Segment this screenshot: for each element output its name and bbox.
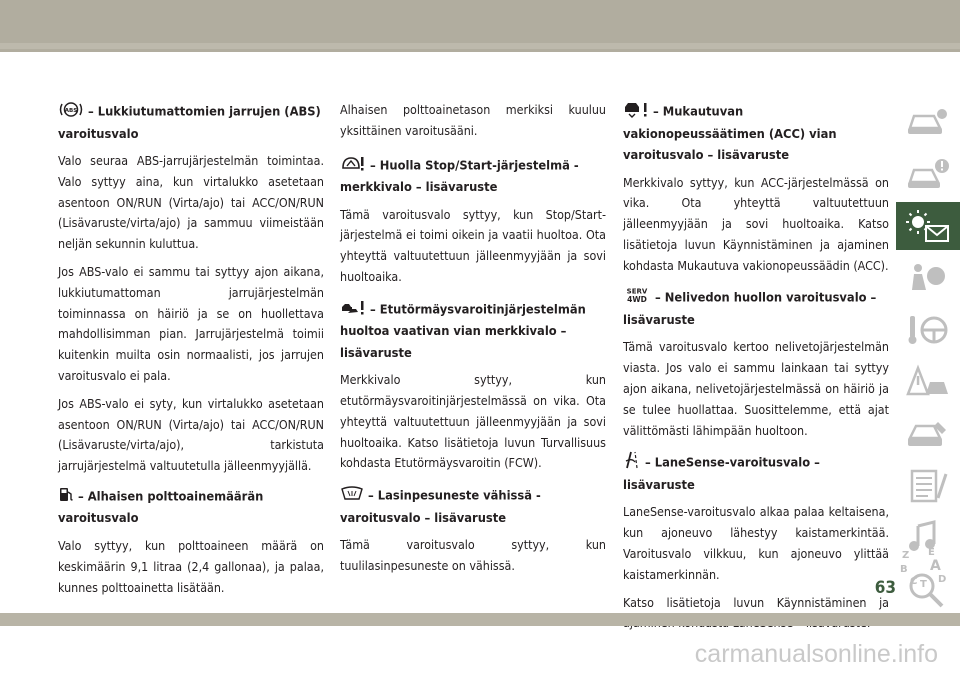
fuel-para-continued: Alhaisen polttoainetason merkiksi kuuluu yksittäinen varoitusääni. bbox=[340, 102, 606, 138]
tab-service-maintenance[interactable] bbox=[892, 408, 960, 460]
stop-start-warning-icon bbox=[340, 154, 366, 176]
alpha-letter-c: C bbox=[910, 576, 918, 587]
tab-emergency[interactable] bbox=[892, 356, 960, 408]
abs-heading bbox=[58, 100, 324, 145]
fuel-title: – Alhaisen polttoainemäärän varoitusvalo bbox=[58, 489, 264, 527]
acc-fault-icon bbox=[623, 100, 649, 122]
specifications-icon bbox=[904, 468, 952, 504]
lanesense-heading bbox=[623, 451, 889, 496]
car-info-icon bbox=[904, 156, 952, 192]
fcw-heading bbox=[340, 298, 606, 365]
tab-car-interior[interactable] bbox=[892, 96, 960, 148]
stopstart-heading bbox=[340, 154, 606, 199]
abs-para-1: Valo seuraa ABS-jarrujärjestelmän toimintaa. Valo syttyy aina, kun virtalukko asetetaan asentoon ON/RUN (Virta/ajo) tai ACC/ON/RUN (Lisävaruste/virta/ajo) ja sammuu viimeistään neljän sekunnin kuluttua. bbox=[58, 153, 324, 252]
alpha-letter-d: D bbox=[938, 574, 947, 585]
top-header-bar bbox=[0, 0, 960, 52]
washer-fluid-icon bbox=[340, 484, 364, 506]
steering-key-icon bbox=[904, 312, 952, 348]
language-alphabet-icon[interactable] bbox=[898, 546, 950, 588]
serv4wd-para-1: Tämä varoitusvalo kertoo nelivetojärjestelmän viasta. Jos valo ei sammu lainkaan tai syttyy ajon aikana, nelivetojärjestelmässä on häiriö ja se tulee huollattaa. Suosittelemme, että ajat välittömästi lähimpään huoltoon. bbox=[623, 339, 889, 438]
watermark: carmanualsonline.info bbox=[694, 640, 938, 668]
fcw-para-1: Merkkivalo syttyy, kun etutörmäysvaroitinjärjestelmässä on vika. Ota yhteyttä valtuutettuun jälleenmyyjään ja sovi huoltoaika. Katso lisätietoja luvun Turvallisuus kohdasta Etutörmäysvaroitin (FCW). bbox=[340, 372, 606, 471]
serv-4wd-icon bbox=[623, 286, 651, 308]
abs-title: – Lukkiutumattomien jarrujen (ABS) varoitusvalo bbox=[58, 104, 321, 142]
acc-para-1: Merkkivalo syttyy, kun ACC-järjestelmässä on vika. Ota yhteyttä valtuutettuun jälleenmyyjään ja sovi huoltoaika. Katso lisätietoja luvun Käynnistäminen ja ajaminen kohdasta Mukautuva vakionopeussäädin (ACC). bbox=[623, 174, 889, 273]
roadside-emergency-icon bbox=[904, 364, 952, 400]
stopstart-para-1: Tämä varoitusvalo syttyy, kun Stop/Start-järjestelmä ei toimi oikein ja vaatii huoltoa. Ota yhteyttä valtuutettuun jälleenmyyjään ja sovi huoltoaika. bbox=[340, 206, 606, 284]
tab-car-info[interactable] bbox=[892, 148, 960, 200]
serv4wd-heading bbox=[623, 286, 889, 331]
washer-title: – Lasinpesuneste vähissä -varoitusvalo – lisävaruste bbox=[340, 488, 541, 526]
serv-icon-line1: SERV bbox=[626, 287, 648, 296]
lanesense-icon bbox=[623, 451, 641, 473]
lanesense-para-1: LaneSense-varoitusvalo alkaa palaa keltaisena, kun ajoneuvo lähestyy kaistamerkintää. Varoitusvalo vilkkuu, kun ajoneuvo ylittää kaistamerkinnän. bbox=[623, 504, 889, 582]
chapter-sidebar bbox=[892, 96, 960, 598]
alpha-letter-z: Z bbox=[902, 550, 910, 561]
bottom-footer-bar bbox=[0, 613, 960, 626]
svg-text:ABS: ABS bbox=[64, 108, 78, 114]
header-stripe bbox=[0, 43, 960, 49]
lanesense-para-2: Katso lisätietoja luvun Käynnistäminen ja bbox=[623, 594, 889, 610]
alpha-letter-t: T bbox=[920, 579, 927, 588]
serv-icon-line2: 4WD bbox=[627, 295, 647, 305]
alpha-letter-b: B bbox=[900, 564, 908, 575]
abs-para-3: Jos ABS-valo ei syty, kun virtalukko asetetaan asentoon ON/RUN (Virta/ajo) tai ACC/ON/RUN (Lisävaruste/virta/ajo), tarkistuta jarrujärjestelmä valtuutetulla jälleenmyyjällä. bbox=[58, 395, 324, 474]
acc-title: – Mukautuvan vakionopeussäätimen (ACC) vian varoitusvalo – lisävaruste bbox=[623, 104, 837, 163]
lanesense-title: – LaneSense-varoitusvalo – lisävaruste bbox=[623, 455, 820, 493]
column-1 bbox=[58, 100, 324, 605]
tab-specifications[interactable] bbox=[892, 460, 960, 512]
tab-starting-driving[interactable] bbox=[892, 304, 960, 356]
service-maintenance-icon bbox=[904, 416, 952, 452]
stopstart-title: – Huolla Stop/Start-järjestelmä -merkkivalo – lisävaruste bbox=[340, 157, 579, 196]
column-3 bbox=[623, 100, 889, 641]
fuel-pump-icon bbox=[58, 485, 74, 507]
forward-collision-warning-icon bbox=[340, 298, 366, 320]
page-number: 63 bbox=[874, 578, 896, 598]
tab-warning-lights[interactable] bbox=[892, 200, 960, 252]
abs-para-2: Jos ABS-valo ei sammu tai syttyy ajon aikana, lukkiutumattoman jarrujärjestelmän toiminnassa on häiriö ja se on huollettava mahdollisimman pian. Jarrujärjestelmä toimii kuitenkin muilta osin normaalisti, jos jarrujen varoitusvalo ei pala. bbox=[58, 263, 324, 383]
serv4wd-title: – Nelivedon huollon varoitusvalo – lisävaruste bbox=[623, 290, 877, 328]
column-2 bbox=[340, 100, 606, 584]
abs-warning-icon bbox=[58, 100, 84, 122]
fuel-heading bbox=[58, 485, 324, 530]
tab-airbag-safety[interactable] bbox=[892, 252, 960, 304]
alpha-letter-a: A bbox=[930, 558, 941, 574]
acc-heading bbox=[623, 100, 889, 167]
fcw-title: – Etutörmäysvaroitinjärjestelmän huoltoa vaativan vian merkkivalo – lisävaruste bbox=[340, 302, 586, 361]
washer-para-1: Tämä varoitusvalo syttyy, kun tuulilasinpesuneste on vähissä. bbox=[340, 537, 606, 574]
airbag-safety-icon bbox=[904, 260, 952, 296]
fuel-para-1: Valo syttyy, kun polttoaineen määrä on keskimäärin 9,1 litraa (2,4 gallonaa), ja palaa, kunnes polttoainetta lisätään. bbox=[58, 537, 324, 595]
washer-heading bbox=[340, 484, 606, 529]
warning-lights-messages-icon bbox=[904, 208, 954, 246]
car-interior-icon bbox=[904, 104, 952, 140]
alpha-letter-e: E bbox=[928, 547, 935, 558]
